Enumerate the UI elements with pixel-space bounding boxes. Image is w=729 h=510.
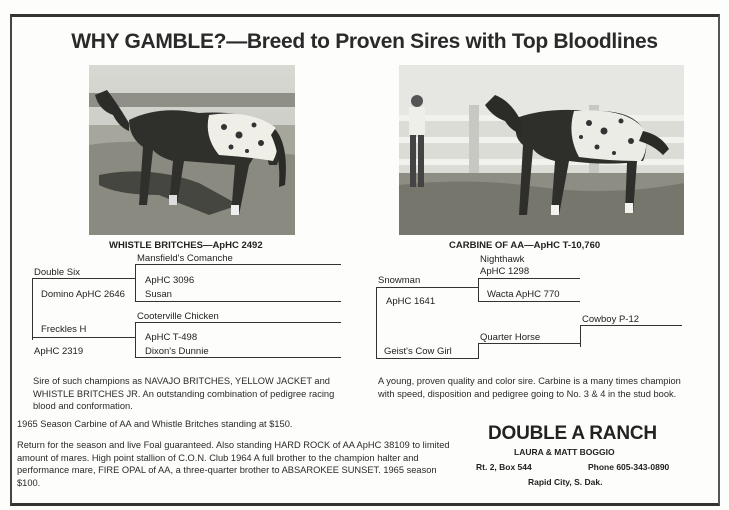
pedigree-line	[135, 264, 341, 265]
carbine-description: A young, proven quality and color sire. Carbine is a many times champion with speed, disposition and pedigree going to No. 3 & 4 in the stud book.	[378, 376, 681, 399]
carbine-caption: CARBINE OF AA—ApHC T-10,760	[449, 240, 601, 251]
pedigree-line	[478, 301, 580, 302]
pedigree-line	[478, 278, 580, 279]
pedigree-sire-label: Double Six	[34, 267, 80, 278]
pedigree-sire-reg: ApHC 3096	[145, 275, 195, 286]
pedigree-line	[478, 343, 479, 359]
pedigree-grandsire: Domino ApHC 2646	[41, 289, 125, 300]
pedigree-line	[478, 278, 479, 302]
pedigree-dam-sire: Cooterville Chicken	[137, 311, 219, 322]
pedigree-line	[376, 287, 478, 288]
pedigree-sire-dam: Wacta ApHC 770	[487, 289, 560, 300]
return-note: Return for the season and live Foal guaranteed. Also standing HARD ROCK of AA ApHC 38109 to limited amount of mares. High point stallion of C.O.N. Club 1964 A full brother to the champion halter and performance mare, FIRE OPAL of AA, a three-quarter brother to ABSAROKEE SUNSET. 1965 season $100.	[17, 440, 450, 488]
pedigree-line	[32, 278, 33, 340]
pedigree-dam-line-reg: ApHC 2319	[34, 346, 84, 357]
pedigree-sire-label: Snowman	[378, 275, 421, 286]
headline: WHY GAMBLE?—Breed to Proven Sires with Top Bloodlines	[71, 30, 658, 53]
pedigree-line	[580, 325, 682, 326]
carbine-of-aa-photo	[399, 65, 684, 235]
ranch-phone: Phone 605-343-0890	[588, 462, 670, 472]
pedigree-dam-label: Freckles H	[41, 324, 87, 335]
pedigree-line	[580, 325, 581, 347]
ranch-address: Rt. 2, Box 544	[476, 462, 532, 472]
pedigree-dam-sire-sire: Cowboy P-12	[582, 314, 640, 325]
pedigree-line	[32, 337, 135, 338]
pedigree-dam-reg: ApHC T-498	[145, 332, 198, 343]
whistle-britches-description: Sire of such champions as NAVAJO BRITCHES, YELLOW JACKET and WHISTLE BRITCHES JR. An outstanding combination of pedigree racing blood and conformation.	[33, 376, 335, 411]
pedigree-line	[478, 343, 580, 344]
pedigree-sire-sire-reg: ApHC 1298	[480, 266, 530, 277]
pedigree-sire-dam: Susan	[145, 289, 172, 300]
pedigree-dam-label: Geist's Cow Girl	[384, 346, 452, 357]
pedigree-line	[376, 287, 377, 359]
pedigree-line	[135, 301, 341, 302]
whistle-britches-caption: WHISTLE BRITCHES—ApHC 2492	[109, 240, 263, 251]
pedigree-sire-sire: Mansfield's Comanche	[137, 253, 233, 264]
pedigree-line	[135, 322, 136, 358]
ranch-owners: LAURA & MATT BOGGIO	[514, 447, 615, 457]
pedigree-line	[135, 264, 136, 302]
pedigree-sire-sire: Nighthawk	[480, 254, 525, 265]
pedigree-line	[376, 358, 479, 359]
whistle-britches-photo	[89, 65, 295, 235]
pedigree-sire-reg: ApHC 1641	[386, 296, 436, 307]
pedigree-dam-dam: Dixon's Dunnie	[145, 346, 209, 357]
ranch-city: Rapid City, S. Dak.	[528, 477, 603, 487]
pedigree-line	[32, 278, 135, 279]
pedigree-dam-sire: Quarter Horse	[480, 332, 541, 343]
pedigree-line	[135, 322, 341, 323]
pedigree-line	[135, 357, 341, 358]
season-note: 1965 Season Carbine of AA and Whistle Britches standing at $150.	[17, 419, 293, 429]
ranch-name: DOUBLE A RANCH	[488, 423, 657, 444]
